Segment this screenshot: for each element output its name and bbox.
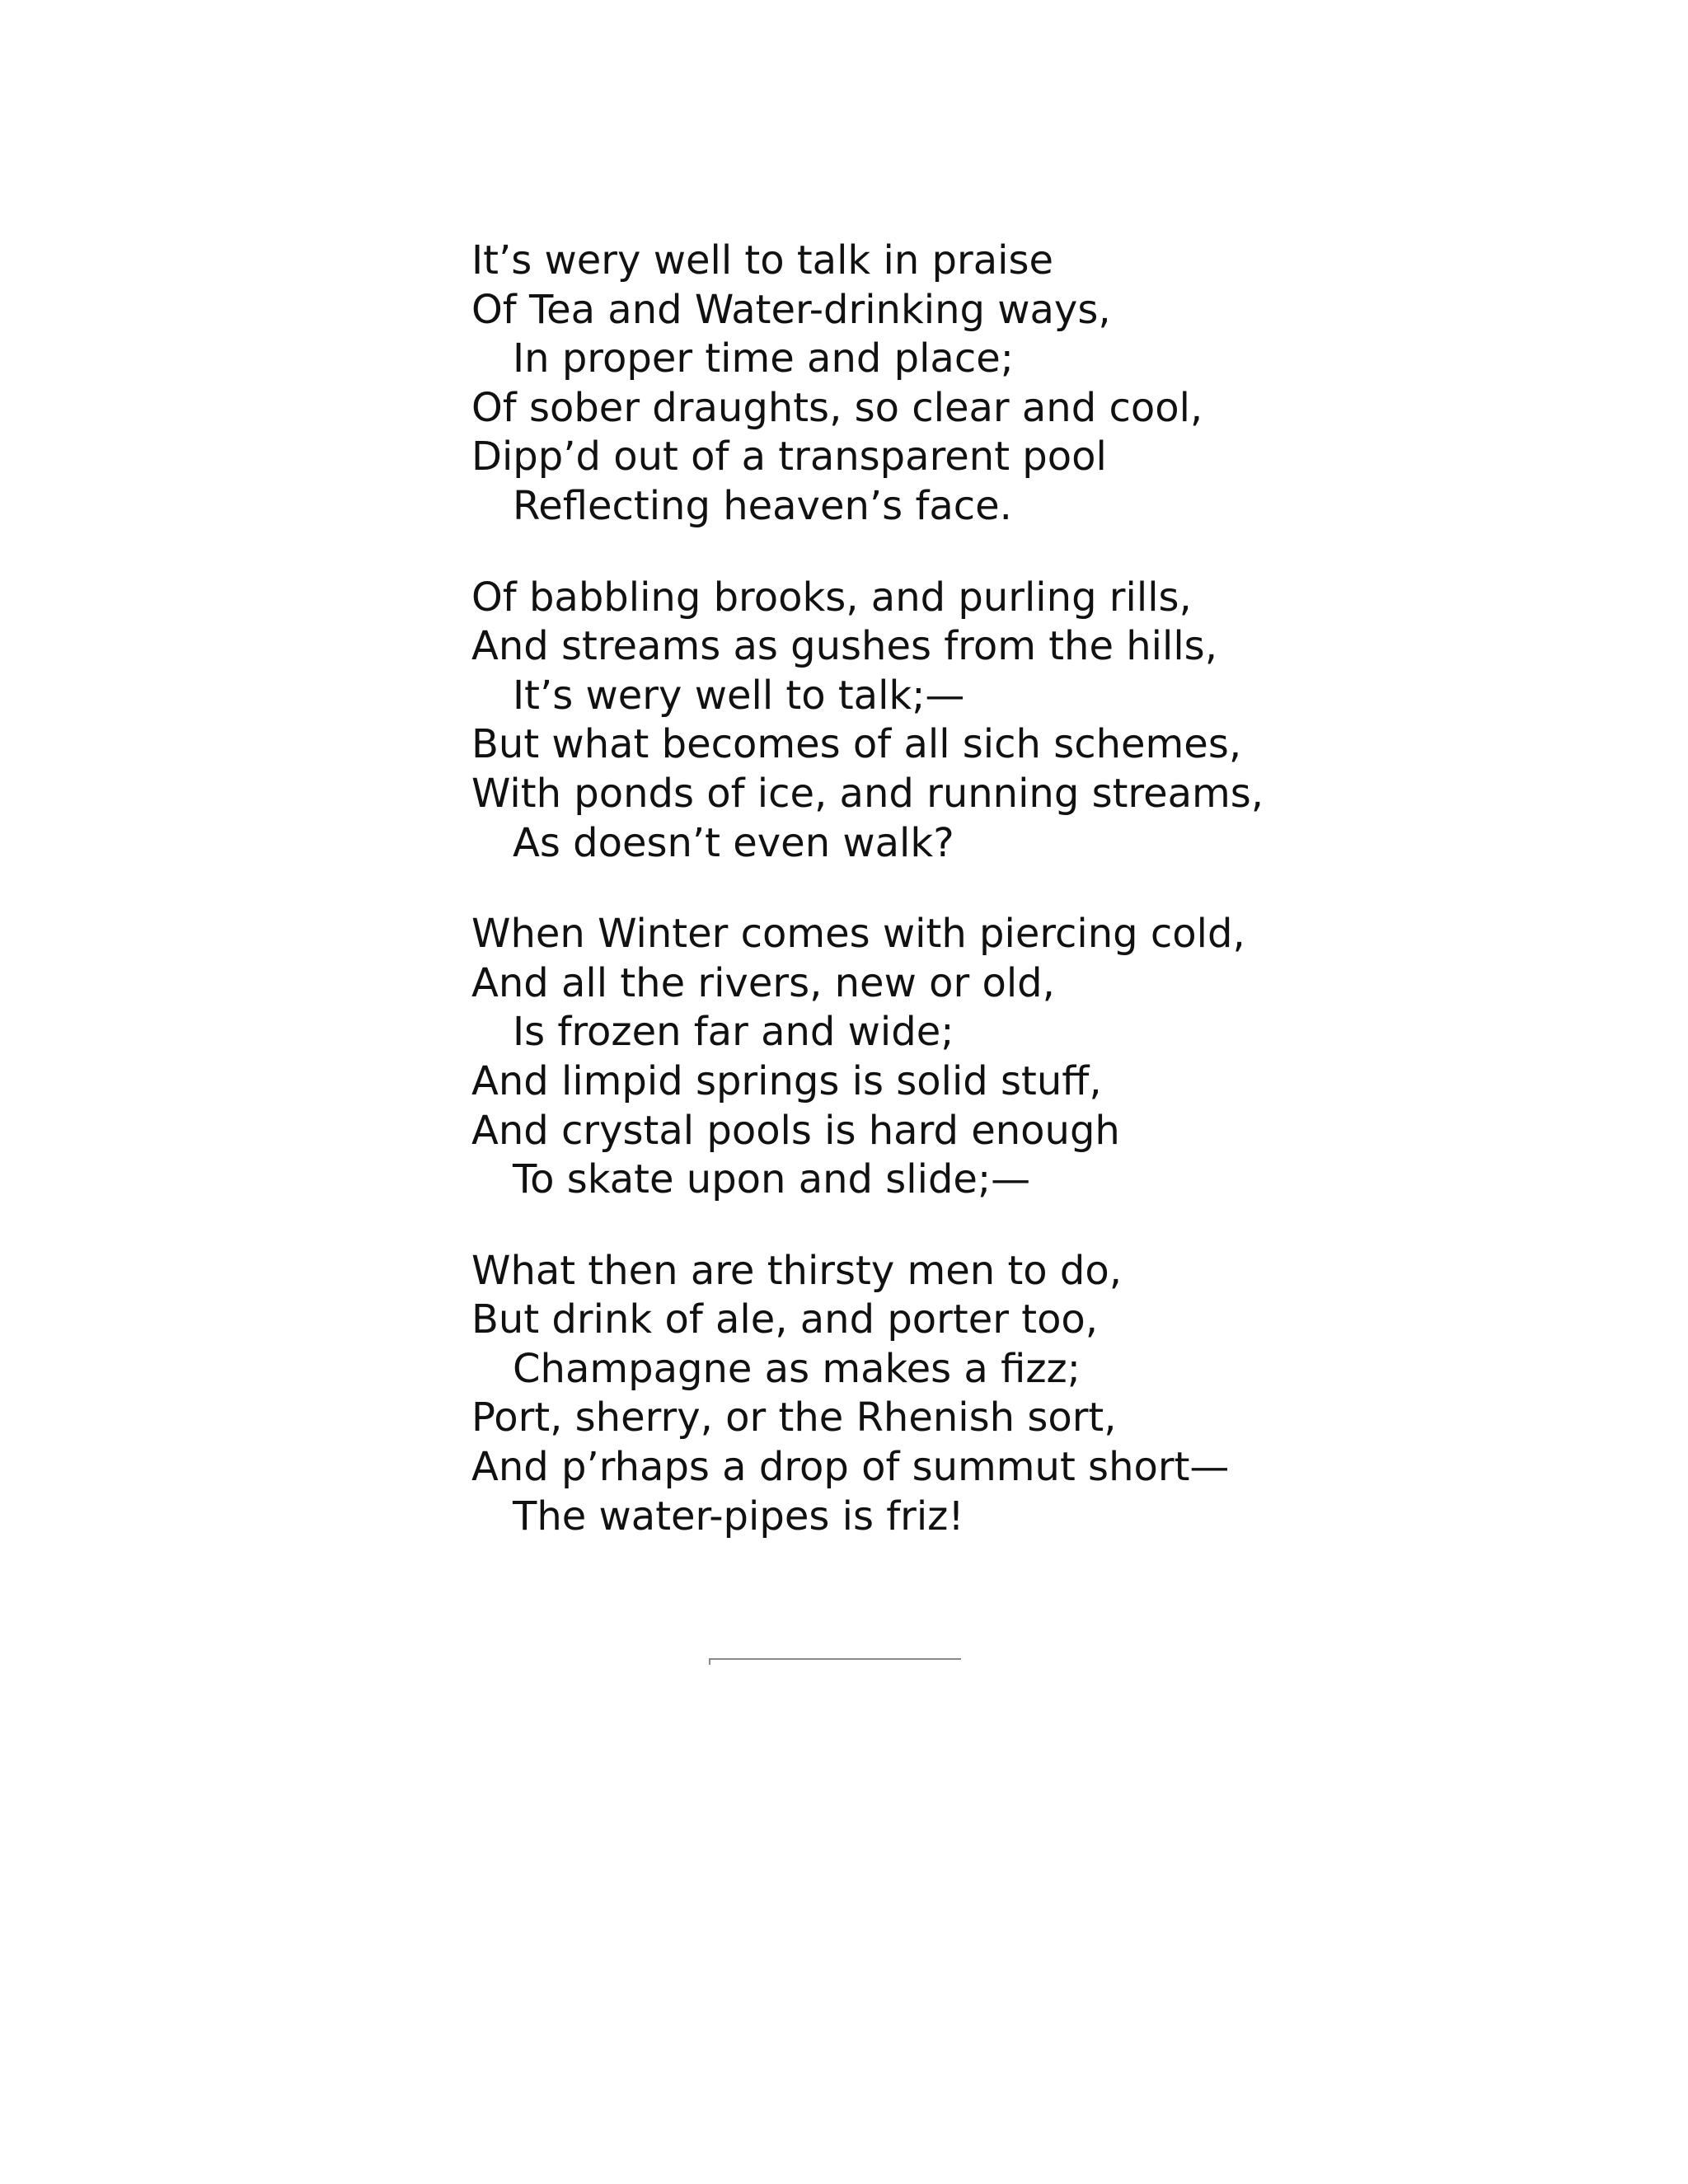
poem-line: And all the rivers, new or old, [471, 959, 1055, 1006]
poem-line: Dipp’d out of a transparent pool [471, 434, 1107, 480]
poem-line: What then are thirsty men to do, [471, 1247, 1123, 1294]
poem-line: When Winter comes with piercing cold, [471, 911, 1245, 958]
poem-line: But what becomes of all sich schemes, [471, 721, 1242, 768]
poem-line: With ponds of ice, and running streams, [471, 770, 1264, 817]
poem-line-indented: As doesn’t even walk? [513, 819, 954, 866]
poem-line-indented: The water-pipes is friz! [513, 1493, 964, 1540]
poem-line: It’s wery well to talk in praise [471, 237, 1053, 284]
poem-line: Of sober draughts, so clear and cool, [471, 384, 1203, 431]
poem-line-indented: Champagne as makes a fizz; [513, 1345, 1081, 1392]
poem-line-indented: In proper time and place; [513, 335, 1014, 382]
stanza-3 [471, 910, 1378, 1205]
poem-line: And limpid springs is solid stuff, [471, 1057, 1102, 1104]
poem-line: And crystal pools is hard enough [471, 1107, 1120, 1154]
poem-line-indented: It’s wery well to talk;— [513, 672, 965, 719]
poem-line: Of babbling brooks, and purling rills, [471, 574, 1192, 621]
poem-line: Port, sherry, or the Rhenish sort, [471, 1394, 1117, 1441]
poem-line-indented: Reflecting heaven’s face. [513, 482, 1012, 529]
poem-line: But drink of ale, and porter too, [471, 1296, 1099, 1343]
poem-line: And streams as gushes from the hills, [471, 623, 1217, 670]
poem [471, 237, 1378, 1583]
poem-line: And p’rhaps a drop of summut short— [471, 1444, 1230, 1491]
poem-line-indented: To skate upon and slide;— [513, 1156, 1031, 1203]
section-divider [709, 1658, 961, 1665]
stanza-2 [471, 574, 1378, 869]
stanza-4 [471, 1247, 1378, 1542]
poem-line-indented: Is frozen far and wide; [513, 1009, 954, 1056]
poem-line: Of Tea and Water-drinking ways, [471, 286, 1111, 333]
stanza-1 [471, 237, 1378, 532]
